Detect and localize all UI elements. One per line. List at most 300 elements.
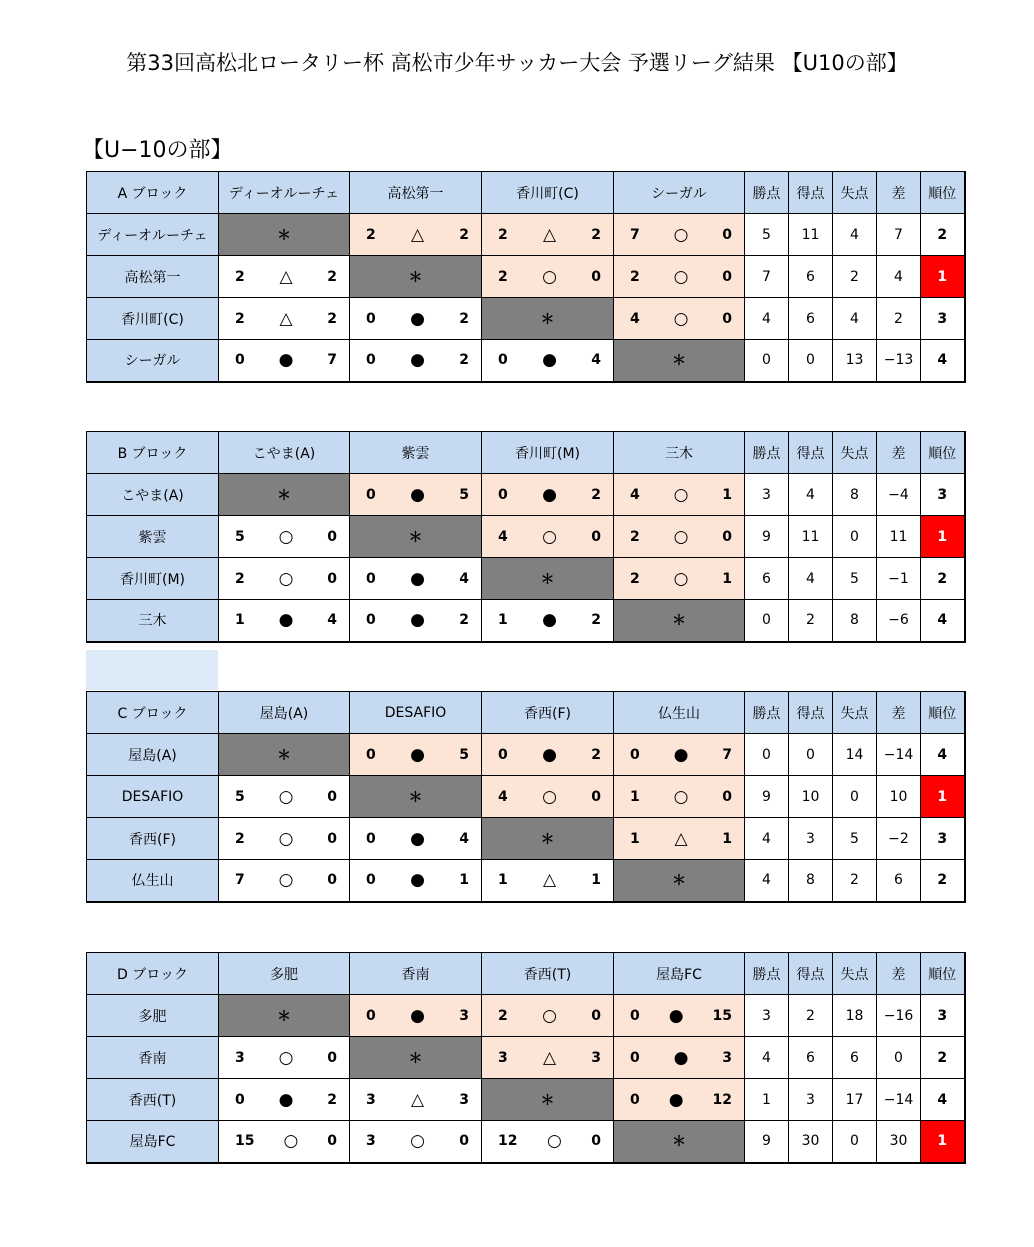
score-line [219, 267, 349, 287]
team-row [87, 298, 965, 340]
team-row [87, 214, 965, 256]
goals-for: 0 [366, 872, 376, 889]
self-match-cell: ＊ [219, 734, 350, 776]
rank: 2 [921, 558, 965, 600]
goals-against: 2 [591, 612, 601, 629]
goal-difference: 6 [877, 860, 921, 902]
block-label: C ブロック [87, 692, 219, 734]
result-mark-icon: △ [674, 828, 688, 849]
spacer-cell [86, 650, 218, 690]
result-mark-icon: ● [542, 350, 557, 371]
goals-conceded: 0 [833, 1121, 877, 1163]
match-result-cell [219, 516, 350, 558]
score-line [219, 829, 349, 849]
goals-for: 2 [235, 310, 245, 327]
result-mark-icon: ● [410, 350, 425, 371]
self-match-cell: ＊ [219, 474, 350, 516]
self-match-cell: ＊ [350, 776, 482, 818]
goals-against: 2 [591, 226, 601, 243]
team-column-header: 高松第一 [350, 172, 482, 214]
goals-for: 0 [630, 1007, 640, 1024]
self-match-cell: ＊ [614, 600, 745, 642]
goal-difference: −2 [877, 818, 921, 860]
score-line [614, 225, 744, 245]
result-mark-icon: ● [410, 568, 425, 589]
result-mark-icon: ● [410, 1005, 425, 1026]
goals-for: 0 [366, 570, 376, 587]
goals-against: 0 [722, 268, 732, 285]
rank: 4 [921, 340, 965, 382]
stat-column-header: 勝点 [745, 692, 789, 734]
goals-conceded: 8 [833, 600, 877, 642]
rank: 3 [921, 474, 965, 516]
goals-against: 7 [722, 746, 732, 763]
result-mark-icon: ● [410, 744, 425, 765]
goals-for: 7 [235, 872, 245, 889]
result-mark-icon: △ [410, 1089, 425, 1110]
page-title: 第33回高松北ロータリー杯 高松市少年サッカー大会 予選リーグ結果 【U10の部】 [126, 51, 908, 75]
goals-conceded: 13 [833, 340, 877, 382]
match-result-cell [614, 558, 745, 600]
result-mark-icon: ○ [278, 786, 294, 807]
match-result-cell [614, 474, 745, 516]
score-line [614, 267, 744, 287]
points: 0 [745, 340, 789, 382]
block-c-table [86, 691, 966, 903]
team-row [87, 776, 965, 818]
goals-scored: 30 [789, 1121, 833, 1163]
block-label: A ブロック [87, 172, 219, 214]
team-name: 多肥 [87, 995, 219, 1037]
rank: 3 [921, 818, 965, 860]
goals-against: 2 [327, 310, 337, 327]
team-row [87, 1079, 965, 1121]
match-result-cell [482, 734, 614, 776]
match-result-cell [219, 818, 350, 860]
goals-against: 1 [459, 872, 469, 889]
goal-difference: −13 [877, 340, 921, 382]
self-match-cell: ＊ [482, 818, 614, 860]
goals-for: 0 [498, 352, 508, 369]
goals-for: 0 [366, 830, 376, 847]
goals-against: 5 [459, 746, 469, 763]
goals-for: 15 [235, 1133, 255, 1150]
league-table [86, 431, 966, 643]
score-line [350, 745, 481, 765]
match-result-cell [350, 214, 482, 256]
goal-difference: 10 [877, 776, 921, 818]
points: 5 [745, 214, 789, 256]
points: 4 [745, 818, 789, 860]
goals-against: 2 [327, 268, 337, 285]
team-name: ディーオルーチェ [87, 214, 219, 256]
goal-difference: −1 [877, 558, 921, 600]
self-match-cell: ＊ [350, 256, 482, 298]
goals-for: 5 [235, 788, 245, 805]
goals-against: 2 [591, 746, 601, 763]
score-line [482, 787, 613, 807]
goals-conceded: 5 [833, 818, 877, 860]
score-line [350, 350, 481, 370]
score-line [219, 569, 349, 589]
result-mark-icon: △ [410, 224, 425, 245]
score-line [219, 309, 349, 329]
result-mark-icon: △ [279, 308, 293, 329]
goals-scored: 10 [789, 776, 833, 818]
goals-for: 7 [630, 226, 640, 243]
goals-for: 0 [235, 352, 245, 369]
goals-for: 0 [366, 486, 376, 503]
team-row [87, 1037, 965, 1079]
match-result-cell [219, 1079, 350, 1121]
score-line [614, 787, 744, 807]
goals-for: 4 [498, 528, 508, 545]
goals-against: 7 [327, 352, 337, 369]
header-row [87, 692, 965, 734]
result-mark-icon: ○ [283, 1131, 299, 1152]
stat-column-header: 得点 [789, 172, 833, 214]
match-result-cell [350, 1079, 482, 1121]
block-b-table [86, 431, 966, 643]
team-row [87, 818, 965, 860]
goals-against: 2 [459, 310, 469, 327]
team-name: 高松第一 [87, 256, 219, 298]
team-name: シーガル [87, 340, 219, 382]
match-result-cell [482, 600, 614, 642]
goals-against: 0 [722, 226, 732, 243]
goals-scored: 8 [789, 860, 833, 902]
goals-for: 1 [235, 612, 245, 629]
goals-against: 0 [327, 528, 337, 545]
score-line [482, 610, 613, 630]
score-line [614, 829, 744, 849]
points: 4 [745, 860, 789, 902]
goal-difference: −14 [877, 734, 921, 776]
goals-against: 4 [591, 352, 601, 369]
self-match-cell: ＊ [219, 214, 350, 256]
goals-against: 0 [591, 1007, 601, 1024]
match-result-cell [482, 340, 614, 382]
score-line [482, 527, 613, 547]
goals-for: 0 [630, 1049, 640, 1066]
match-result-cell [482, 516, 614, 558]
score-line [482, 1131, 613, 1151]
goals-for: 3 [366, 1091, 376, 1108]
goals-against: 0 [722, 788, 732, 805]
match-result-cell [614, 1037, 745, 1079]
match-result-cell [482, 474, 614, 516]
score-line [219, 527, 349, 547]
stat-column-header: 得点 [789, 692, 833, 734]
result-mark-icon: ● [410, 308, 425, 329]
header-row [87, 953, 965, 995]
result-mark-icon: ○ [278, 568, 294, 589]
team-row [87, 860, 965, 902]
stat-column-header: 差 [877, 692, 921, 734]
match-result-cell [219, 776, 350, 818]
goals-scored: 2 [789, 600, 833, 642]
match-result-cell [219, 340, 350, 382]
result-mark-icon: ○ [673, 568, 689, 589]
match-result-cell [350, 995, 482, 1037]
goals-against: 3 [459, 1007, 469, 1024]
rank: 4 [921, 600, 965, 642]
goals-conceded: 4 [833, 214, 877, 256]
goal-difference: −14 [877, 1079, 921, 1121]
result-mark-icon: ○ [673, 786, 689, 807]
stat-column-header: 失点 [833, 953, 877, 995]
rank: 2 [921, 214, 965, 256]
team-row [87, 474, 965, 516]
goals-for: 2 [366, 226, 376, 243]
rank: 1 [921, 256, 965, 298]
match-result-cell [219, 558, 350, 600]
goals-conceded: 18 [833, 995, 877, 1037]
goals-against: 0 [327, 1049, 337, 1066]
goals-against: 0 [327, 872, 337, 889]
score-line [350, 225, 481, 245]
block-label: B ブロック [87, 432, 219, 474]
goals-for: 2 [630, 570, 640, 587]
stat-column-header: 差 [877, 432, 921, 474]
points: 9 [745, 516, 789, 558]
points: 3 [745, 474, 789, 516]
result-mark-icon: ● [542, 610, 557, 631]
match-result-cell [219, 1121, 350, 1163]
result-mark-icon: △ [542, 224, 557, 245]
score-line [614, 1006, 744, 1026]
stat-column-header: 得点 [789, 432, 833, 474]
score-line [614, 527, 744, 547]
score-line [614, 569, 744, 589]
goals-for: 0 [498, 746, 508, 763]
goals-against: 1 [591, 872, 601, 889]
goals-against: 3 [591, 1049, 601, 1066]
result-mark-icon: ● [278, 350, 294, 371]
goals-for: 2 [630, 268, 640, 285]
score-line [350, 569, 481, 589]
score-line [482, 745, 613, 765]
result-mark-icon: ○ [278, 870, 294, 891]
goals-against: 5 [459, 486, 469, 503]
self-match-cell: ＊ [614, 860, 745, 902]
goals-scored: 4 [789, 474, 833, 516]
stat-column-header: 勝点 [745, 432, 789, 474]
header-row [87, 172, 965, 214]
goals-for: 0 [630, 1091, 640, 1108]
block-label: D ブロック [87, 953, 219, 995]
block-a-table [86, 171, 966, 383]
goals-against: 3 [459, 1091, 469, 1108]
match-result-cell [482, 214, 614, 256]
score-line [350, 829, 481, 849]
stat-column-header: 順位 [921, 172, 965, 214]
result-mark-icon: ○ [673, 526, 689, 547]
goals-against: 0 [327, 570, 337, 587]
match-result-cell [219, 860, 350, 902]
goals-for: 1 [630, 788, 640, 805]
team-row [87, 1121, 965, 1163]
goals-for: 5 [235, 528, 245, 545]
match-result-cell [482, 776, 614, 818]
goals-for: 0 [366, 612, 376, 629]
score-line [482, 350, 613, 370]
self-match-cell: ＊ [482, 1079, 614, 1121]
goal-difference: 11 [877, 516, 921, 558]
team-column-header: DESAFIO [350, 692, 482, 734]
goals-against: 0 [722, 310, 732, 327]
goals-scored: 11 [789, 214, 833, 256]
goal-difference: 0 [877, 1037, 921, 1079]
score-line [614, 1048, 744, 1068]
rank: 2 [921, 1037, 965, 1079]
team-row [87, 995, 965, 1037]
goals-for: 4 [498, 788, 508, 805]
result-mark-icon: ● [410, 828, 425, 849]
team-name: 香川町(M) [87, 558, 219, 600]
goals-against: 0 [327, 1133, 337, 1150]
goals-for: 0 [366, 1007, 376, 1024]
goals-against: 1 [722, 486, 732, 503]
team-name: 香川町(C) [87, 298, 219, 340]
goals-conceded: 0 [833, 776, 877, 818]
result-mark-icon: ○ [278, 828, 294, 849]
league-table [86, 952, 966, 1164]
goals-for: 0 [498, 486, 508, 503]
self-match-cell: ＊ [614, 340, 745, 382]
points: 0 [745, 734, 789, 776]
match-result-cell [614, 298, 745, 340]
goals-conceded: 5 [833, 558, 877, 600]
team-column-header: シーガル [614, 172, 745, 214]
result-mark-icon: ○ [673, 224, 689, 245]
match-result-cell [614, 776, 745, 818]
team-row [87, 340, 965, 382]
goals-against: 15 [712, 1007, 732, 1024]
team-row [87, 600, 965, 642]
rank: 3 [921, 995, 965, 1037]
goals-against: 0 [459, 1133, 469, 1150]
self-match-cell: ＊ [614, 1121, 745, 1163]
goals-conceded: 14 [833, 734, 877, 776]
goals-conceded: 2 [833, 256, 877, 298]
goals-against: 0 [591, 788, 601, 805]
score-line [350, 1131, 481, 1151]
team-row [87, 558, 965, 600]
result-mark-icon: ○ [542, 1005, 557, 1026]
score-line [482, 1006, 613, 1026]
team-column-header: 香西(T) [482, 953, 614, 995]
match-result-cell [614, 516, 745, 558]
goals-against: 0 [327, 788, 337, 805]
score-line [219, 787, 349, 807]
team-name: 仏生山 [87, 860, 219, 902]
score-line [350, 610, 481, 630]
result-mark-icon: ● [410, 484, 425, 505]
result-mark-icon: ● [542, 744, 557, 765]
team-column-header: ディーオルーチェ [219, 172, 350, 214]
goal-difference: 4 [877, 256, 921, 298]
match-result-cell [482, 860, 614, 902]
header-row [87, 432, 965, 474]
match-result-cell [482, 256, 614, 298]
rank: 1 [921, 776, 965, 818]
rank: 4 [921, 734, 965, 776]
score-line [219, 1048, 349, 1068]
score-line [350, 1006, 481, 1026]
goals-for: 3 [366, 1133, 376, 1150]
stat-column-header: 差 [877, 172, 921, 214]
score-line [482, 485, 613, 505]
result-mark-icon: ● [673, 1047, 689, 1068]
goals-for: 12 [498, 1133, 518, 1150]
block-d-table [86, 952, 966, 1164]
team-name: 屋島FC [87, 1121, 219, 1163]
team-column-header: こやま(A) [219, 432, 350, 474]
goals-for: 4 [630, 310, 640, 327]
goals-against: 3 [722, 1049, 732, 1066]
goals-conceded: 6 [833, 1037, 877, 1079]
goals-against: 0 [591, 528, 601, 545]
match-result-cell [614, 256, 745, 298]
goals-for: 0 [630, 746, 640, 763]
score-line [482, 267, 613, 287]
score-line [614, 309, 744, 329]
goals-against: 0 [591, 268, 601, 285]
league-table [86, 171, 966, 383]
result-mark-icon: ● [668, 1089, 684, 1110]
team-row [87, 516, 965, 558]
match-result-cell [614, 1079, 745, 1121]
match-result-cell [350, 734, 482, 776]
match-result-cell [614, 734, 745, 776]
goals-scored: 11 [789, 516, 833, 558]
result-mark-icon: ○ [278, 526, 294, 547]
goal-difference: −16 [877, 995, 921, 1037]
self-match-cell: ＊ [482, 298, 614, 340]
goals-scored: 0 [789, 734, 833, 776]
score-line [219, 610, 349, 630]
result-mark-icon: ○ [542, 266, 557, 287]
goals-against: 2 [459, 612, 469, 629]
result-mark-icon: ○ [542, 526, 557, 547]
self-match-cell: ＊ [219, 995, 350, 1037]
goals-for: 1 [630, 830, 640, 847]
team-column-header: 香川町(M) [482, 432, 614, 474]
goals-for: 2 [498, 226, 508, 243]
goal-difference: 2 [877, 298, 921, 340]
goals-scored: 6 [789, 256, 833, 298]
match-result-cell [350, 298, 482, 340]
match-result-cell [614, 818, 745, 860]
goals-conceded: 2 [833, 860, 877, 902]
goals-scored: 4 [789, 558, 833, 600]
match-result-cell [482, 1037, 614, 1079]
points: 4 [745, 1037, 789, 1079]
goals-against: 0 [591, 1133, 601, 1150]
goals-conceded: 17 [833, 1079, 877, 1121]
match-result-cell [614, 995, 745, 1037]
goals-for: 1 [498, 872, 508, 889]
result-mark-icon: ● [410, 870, 425, 891]
self-match-cell: ＊ [482, 558, 614, 600]
team-column-header: 三木 [614, 432, 745, 474]
goals-for: 0 [235, 1091, 245, 1108]
goals-for: 3 [235, 1049, 245, 1066]
section-subtitle: 【U−10の部】 [82, 138, 233, 163]
stat-column-header: 勝点 [745, 953, 789, 995]
team-name: DESAFIO [87, 776, 219, 818]
